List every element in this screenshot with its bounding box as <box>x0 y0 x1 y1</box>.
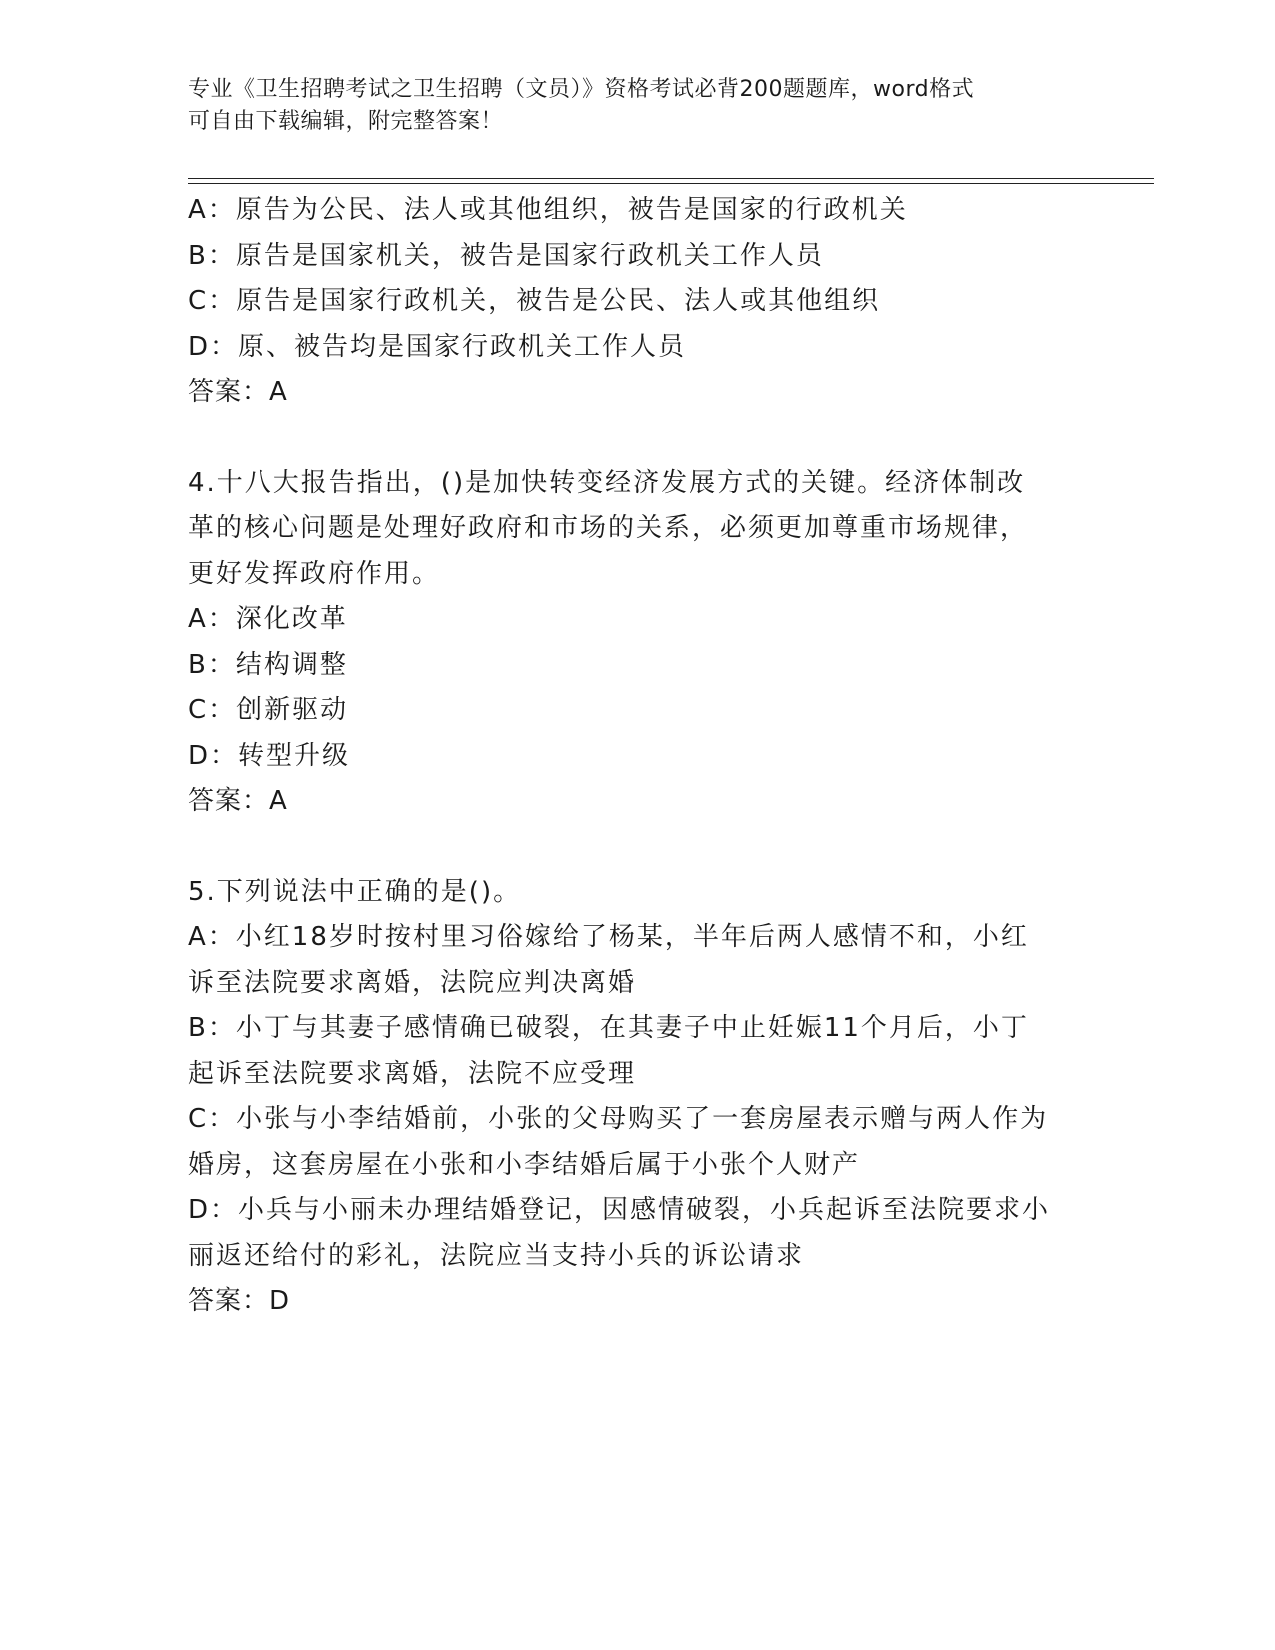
option-d: D：小兵与小丽未办理结婚登记，因感情破裂，小兵起诉至法院要求小 <box>188 1195 1051 1225</box>
option-a: A：深化改革 <box>188 604 348 634</box>
answer: 答案：A <box>188 377 288 407</box>
option-b-continued: 起诉至法院要求离婚，法院不应受理 <box>188 1058 637 1089</box>
question-4 <box>188 461 1088 825</box>
option-a: A：原告为公民、法人或其他组织，被告是国家的行政机关 <box>188 195 908 225</box>
option-a: A：小红18岁时按村里习俗嫁给了杨某，半年后两人感情不和，小红 <box>188 922 1029 952</box>
option-b: B：结构调整 <box>188 649 348 680</box>
option-d: D：原、被告均是国家行政机关工作人员 <box>188 331 687 362</box>
option-b: B：原告是国家机关，被告是国家行政机关工作人员 <box>188 240 824 271</box>
question-stem: 4.十八大报告指出，()是加快转变经济发展方式的关键。经济体制改 <box>188 467 1026 498</box>
header-line-2: 可自由下载编辑，附完整答案！ <box>188 109 504 134</box>
option-d-continued: 丽返还给付的彩礼，法院应当支持小兵的诉讼请求 <box>188 1240 805 1271</box>
answer: 答案：A <box>188 786 288 816</box>
option-b: B：小丁与其妻子感情确已破裂，在其妻子中止妊娠11个月后，小丁 <box>188 1013 1029 1043</box>
document-header <box>188 74 1088 138</box>
question-list <box>188 188 1088 1325</box>
header-line-1: 专业《卫生招聘考试之卫生招聘（文员）》资格考试必背200题题库，word格式 <box>188 77 975 102</box>
option-c: C：创新驱动 <box>188 695 349 725</box>
option-d: D：转型升级 <box>188 740 351 771</box>
header-divider <box>188 178 1154 184</box>
question-stem: 5.下列说法中正确的是()。 <box>188 876 522 907</box>
question-3 <box>188 188 1088 416</box>
question-stem: 革的核心问题是处理好政府和市场的关系，必须更加尊重市场规律， <box>188 513 1029 543</box>
option-a-continued: 诉至法院要求离婚，法院应判决离婚 <box>188 967 637 998</box>
question-stem: 更好发挥政府作用。 <box>188 558 441 589</box>
option-c: C：小张与小李结婚前，小张的父母购买了一套房屋表示赠与两人作为 <box>188 1104 1049 1134</box>
question-5 <box>188 870 1088 1325</box>
answer: 答案：D <box>188 1286 291 1316</box>
option-c-continued: 婚房，这套房屋在小张和小李结婚后属于小张个人财产 <box>188 1149 861 1180</box>
option-c: C：原告是国家行政机关，被告是公民、法人或其他组织 <box>188 286 881 316</box>
